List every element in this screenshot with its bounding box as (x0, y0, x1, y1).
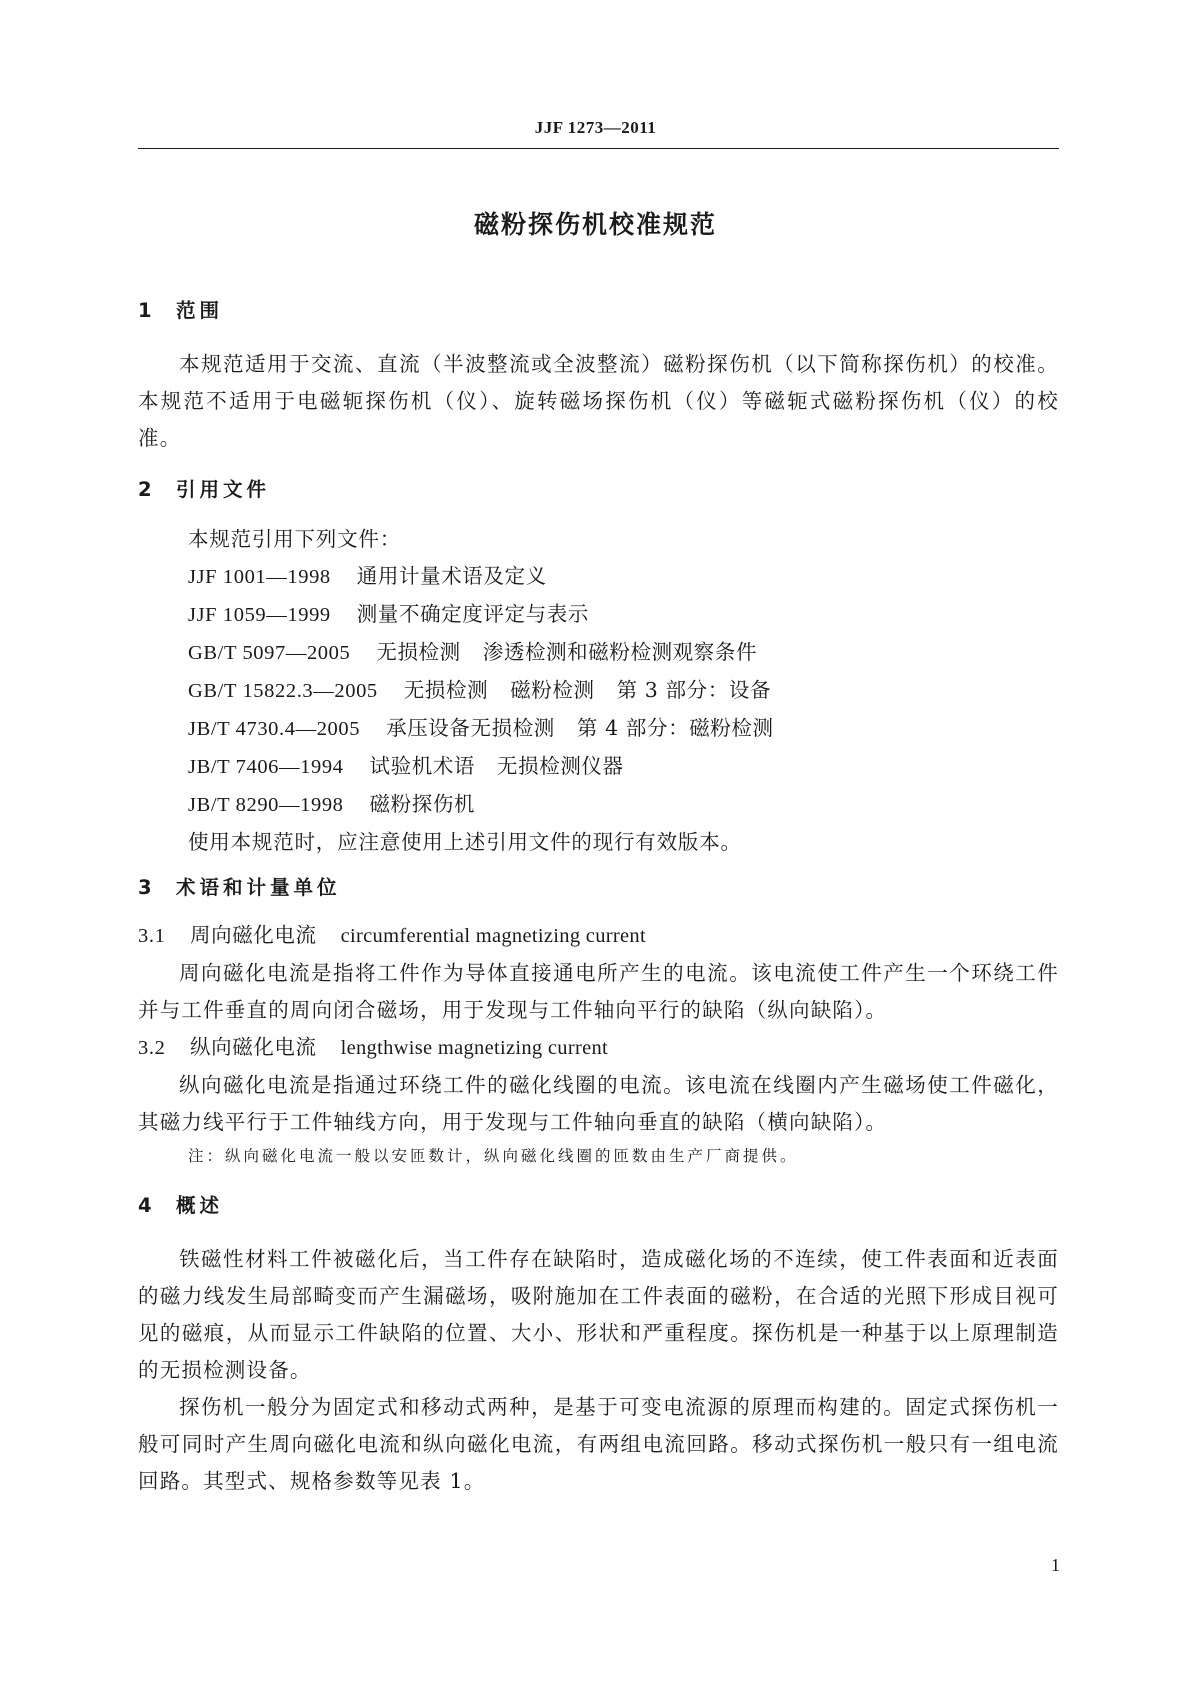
section-title: 概述 (176, 1194, 224, 1217)
section-number: 2 (138, 478, 152, 501)
reference-item (138, 748, 1059, 786)
reference-item (138, 558, 1059, 596)
section-4-paragraph-2: 探伤机一般分为固定式和移动式两种，是基于可变电流源的原理而构建的。固定式探伤机一般可同时产生周向磁化电流和纵向磁化电流，有两组电流回路。移动式探伤机一般只有一组电流回路。其型式、规格参数等见表 1。 (138, 1395, 1059, 1493)
reference-item (138, 634, 1059, 672)
reference-code: JB/T 4730.4—2005 (188, 718, 361, 740)
section-title: 范围 (176, 299, 224, 322)
section-1-heading (138, 296, 1059, 326)
reference-code: JB/T 8290—1998 (188, 794, 344, 816)
reference-name: 无损检测 渗透检测和磁粉检测观察条件 (376, 640, 758, 664)
reference-code: JB/T 7406—1994 (188, 756, 344, 778)
section-1-paragraph: 本规范适用于交流、直流（半波整流或全波整流）磁粉探伤机（以下简称探伤机）的校准。本规范不适用于电磁轭探伤机（仪）、旋转磁场探伤机（仪）等磁轭式磁粉探伤机（仪）的校准。 (138, 352, 1059, 450)
reference-item (138, 786, 1059, 824)
term-3-2-heading (138, 1029, 1059, 1067)
section-number: 4 (138, 1194, 152, 1217)
reference-item (138, 710, 1059, 748)
references-intro: 本规范引用下列文件： (188, 527, 401, 551)
reference-code: GB/T 15822.3—2005 (188, 680, 378, 702)
term-3-1-heading (138, 917, 1059, 955)
section-number: 1 (138, 299, 152, 322)
term-note: 注：纵向磁化电流一般以安匝数计，纵向磁化线圈的匝数由生产厂商提供。 (188, 1147, 799, 1165)
term-number: 3.2 (138, 1037, 166, 1059)
term-english: lengthwise magnetizing current (340, 1037, 609, 1059)
section-4-heading (138, 1191, 1059, 1221)
document-title: 磁粉探伤机校准规范 (473, 210, 717, 239)
reference-code: GB/T 5097—2005 (188, 642, 351, 664)
reference-name: 无损检测 磁粉检测 第 3 部分：设备 (403, 678, 772, 702)
term-chinese: 纵向磁化电流 (190, 1035, 317, 1059)
reference-name: 通用计量术语及定义 (356, 564, 547, 588)
reference-item (138, 672, 1059, 710)
document-body (138, 296, 1059, 1500)
section-title: 引用文件 (176, 478, 271, 501)
term-3-2-definition: 纵向磁化电流是指通过环绕工件的磁化线圈的电流。该电流在线圈内产生磁场使工件磁化，其磁力线平行于工件轴线方向，用于发现与工件轴向垂直的缺陷（横向缺陷）。 (138, 1073, 1059, 1134)
reference-list (138, 558, 1059, 824)
header-divider (138, 148, 1059, 149)
section-number: 3 (138, 876, 152, 899)
reference-name: 测量不确定度评定与表示 (356, 602, 589, 626)
term-english: circumferential magnetizing current (340, 925, 646, 947)
standard-code-header: JJF 1273—2011 (534, 118, 657, 137)
reference-item (138, 596, 1059, 634)
section-4-paragraph-1: 铁磁性材料工件被磁化后，当工件存在缺陷时，造成磁化场的不连续，使工件表面和近表面的磁力线发生局部畸变而产生漏磁场，吸附施加在工件表面的磁粉，在合适的光照下形成目视可见的磁痕，从而显示工件缺陷的位置、大小、形状和严重程度。探伤机是一种基于以上原理制造的无损检测设备。 (138, 1247, 1059, 1382)
section-3-heading (138, 873, 1059, 903)
term-number: 3.1 (138, 925, 166, 947)
page-number: 1 (1051, 1555, 1060, 1575)
references-closing-note: 使用本规范时，应注意使用上述引用文件的现行有效版本。 (188, 830, 742, 854)
reference-name: 试验机术语 无损检测仪器 (369, 754, 624, 778)
term-chinese: 周向磁化电流 (190, 923, 317, 947)
reference-code: JJF 1001—1998 (188, 566, 331, 588)
section-2-heading (138, 475, 1059, 505)
reference-code: JJF 1059—1999 (188, 604, 331, 626)
reference-name: 承压设备无损检测 第 4 部分：磁粉检测 (386, 716, 774, 740)
term-3-1-definition: 周向磁化电流是指将工件作为导体直接通电所产生的电流。该电流使工件产生一个环绕工件并与工件垂直的周向闭合磁场，用于发现与工件轴向平行的缺陷（纵向缺陷）。 (138, 961, 1059, 1022)
section-title: 术语和计量单位 (176, 876, 341, 899)
reference-name: 磁粉探伤机 (369, 792, 476, 816)
